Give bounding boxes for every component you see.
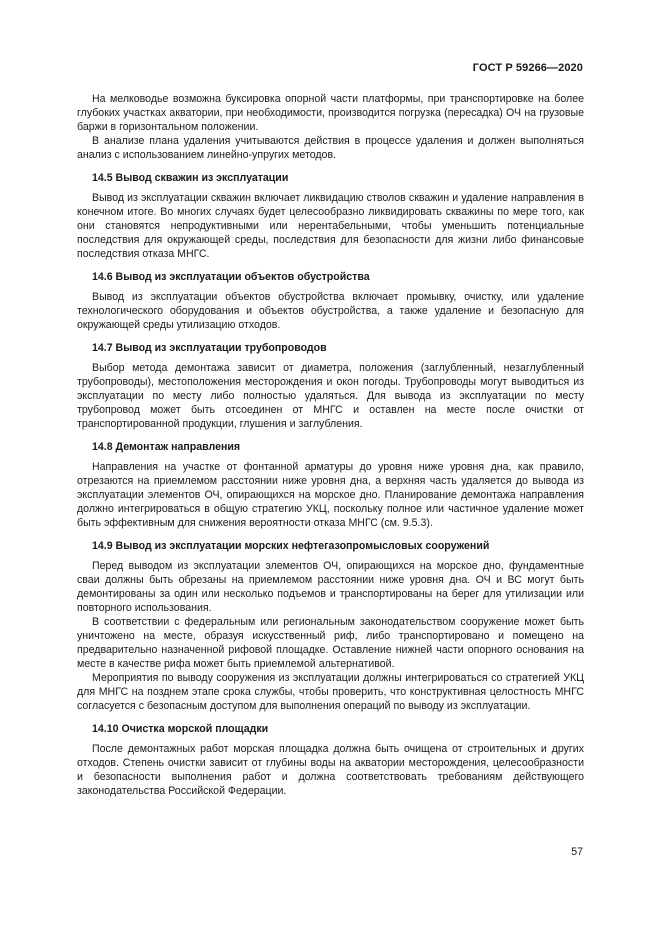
section-paragraph: Перед выводом из эксплуатации элементов ОЧ, опирающихся на морское дно, фундаментные сваи должны быть обрезаны на приемлемом расстоянии ниже уровня дна. ОЧ и ВС могут быть демонтированы за один или несколько подъемов и транспортированы на берег для утилизации или повторного использования.: [77, 560, 584, 614]
intro-paragraph: В анализе плана удаления учитываются действия в процессе удаления и должен выполняться анализ с использованием линейно-упругих методов.: [77, 135, 584, 161]
section-14-8: [77, 440, 584, 530]
section-14-6: [77, 270, 584, 332]
section-heading: 14.5 Вывод скважин из эксплуатации: [92, 172, 289, 184]
page-number: 57: [571, 846, 583, 858]
section-14-5: [77, 171, 584, 261]
section-paragraph: Выбор метода демонтажа зависит от диаметра, положения (заглубленный, незаглубленный трубопроводы), местоположения месторождения и окон погоды. Трубопроводы могут выводиться из эксплуатации по месту либо полностью удаляться. Для вывода из эксплуатации по месту трубопровод может быть отсоединен от МНГС и оставлен на месте после очистки от транспортированной продукции, глушения и заглубления.: [77, 362, 584, 430]
section-paragraph: Вывод из эксплуатации скважин включает ликвидацию стволов скважин и удаление направления в конечном итоге. Во многих случаях будет целесообразно ликвидировать скважины по мере того, как они становятся непродуктивными или нерентабельными, чтобы уменьшить потенциальные последствия для окружающей среды, последствия для безопасности для жизни либо финансовые последствия отказа МНГС.: [77, 192, 584, 260]
section-heading: 14.7 Вывод из эксплуатации трубопроводов: [92, 342, 327, 354]
section-paragraph: Направления на участке от фонтанной арматуры до уровня ниже уровня дна, как правило, отрезаются на приемлемом расстоянии ниже уровня дна, а верхняя часть удаляется до вывода из эксплуатации элементов ОЧ, опирающихся на морское дно. Планирование демонтажа направления должно интегрироваться в общую стратегию УКЦ, поскольку полное или частичное удаление может быть эффективным для снижения вероятности отказа МНГС (см. 9.5.3).: [77, 461, 584, 529]
intro-paragraph: На мелководье возможна буксировка опорной части платформы, при транспортировке на более глубоких участках акватории, при необходимости, производится погрузка (пересадка) ОЧ на грузовые баржи в горизонтальном положении.: [77, 93, 584, 133]
section-heading: 14.8 Демонтаж направления: [92, 441, 241, 453]
section-paragraph: Вывод из эксплуатации объектов обустройства включает промывку, очистку, или удаление технологического оборудования и объектов обустройства, а также удаление и безопасную для окружающей среды утилизацию отходов.: [77, 291, 584, 331]
section-14-10: [77, 722, 584, 798]
section-heading: 14.6 Вывод из эксплуатации объектов обустройства: [92, 271, 370, 283]
standard-designation: ГОСТ Р 59266—2020: [472, 62, 583, 74]
section-paragraph: В соответствии с федеральным или региональным законодательством сооружение может быть уничтожено на месте, образуя искусственный риф, либо транспортировано и помещено на предварительно назначенной рифовой площадке. Оставление нижней части опорного основания на месте в качестве рифа может быть приемлемой альтернативой.: [77, 616, 584, 670]
section-14-7: [77, 341, 584, 431]
section-heading: 14.10 Очистка морской площадки: [92, 723, 269, 735]
section-14-9: [77, 539, 584, 713]
document-body: [77, 92, 584, 798]
section-heading: 14.9 Вывод из эксплуатации морских нефтегазопромысловых сооружений: [92, 540, 490, 552]
section-paragraph: После демонтажных работ морская площадка должна быть очищена от строительных и других отходов. Степень очистки зависит от глубины воды на акватории месторождения, целесообразности и безопасности выполнения работ и должна соответствовать требованиям действующего законодательства Российской Федерации.: [77, 743, 584, 797]
section-paragraph: Мероприятия по выводу сооружения из эксплуатации должны интегрироваться со стратегией УКЦ для МНГС на позднем этапе срока службы, чтобы проверить, что конструктивная целостность МНГС согласуется с безопасным доступом для выполнения операций по выводу из эксплуатации.: [77, 672, 584, 712]
